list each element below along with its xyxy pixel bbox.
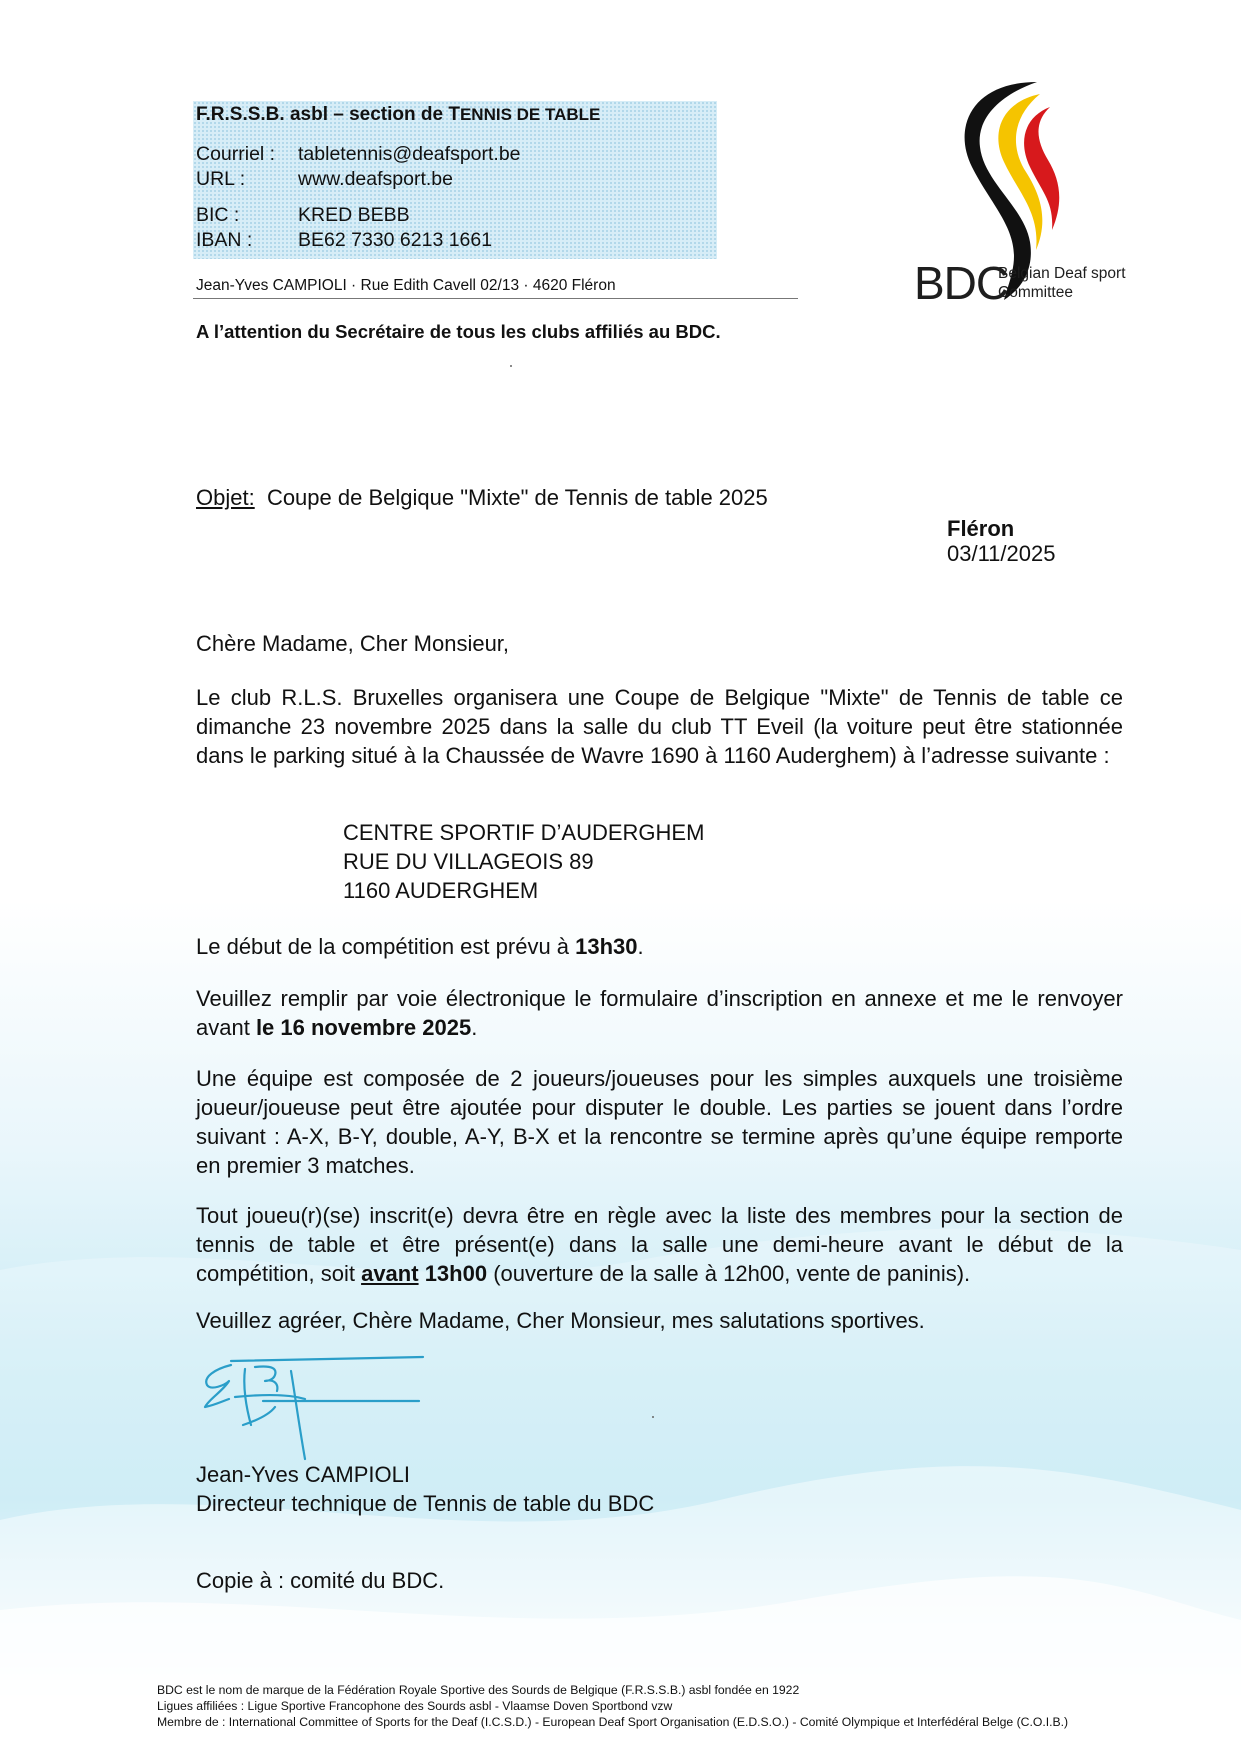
subject-text: Coupe de Belgique "Mixte" de Tennis de table 2025: [266, 485, 768, 510]
greeting: Chère Madame, Cher Monsieur,: [196, 631, 510, 656]
logo-text-line1: Belgian Deaf sport: [998, 265, 1126, 282]
signatory-name: Jean-Yves CAMPIOLI: [196, 1462, 410, 1487]
footer-line: Ligues affiliées : Ligue Sportive Francophone des Sourds asbl - Vlaamse Doven Sportbond vzw: [157, 1699, 673, 1713]
stray-dot: [510, 365, 512, 367]
signatory-title: Directeur technique de Tennis de table du BDC: [196, 1491, 655, 1516]
organization-title: F.R.S.S.B. asbl – section de TENNIS DE TABLE: [196, 104, 601, 125]
logo-acronym: BDC: [914, 257, 1009, 309]
team-paragraph: Une équipe est composée de 2 joueurs/joueuses pour les simples auxquels une troisième joueur/joueuse peut être ajoutée pour disputer le double. Les parties se jouent dans l’ordre suivant : A-X, B-Y, double, A-Y, B-X et la rencontre se termine après qu’une équipe remporte en premier 3 matches.: [196, 1066, 1123, 1178]
footer-line: Membre de : International Committee of Sports for the Deaf (I.C.S.D.) - European Deaf Sport Organisation (E.D.S.O.) - Comité Olympique et Interfédéral Belge (C.O.I.B.): [157, 1715, 1069, 1729]
url-label: URL :: [196, 168, 246, 190]
email-label: Courriel :: [196, 143, 276, 165]
letter-date: 03/11/2025: [947, 541, 1056, 566]
logo-text-line2: Committee: [998, 284, 1073, 301]
letter-place: Fléron: [947, 516, 1015, 541]
registration-paragraph: Veuillez remplir par voie électronique le formulaire d’inscription en annexe et me le renvoyer avant le 16 novembre 2025.: [196, 986, 1123, 1040]
iban-value: BE62 7330 6213 1661: [298, 229, 493, 251]
registration-deadline: le 16 novembre 2025: [255, 1015, 472, 1040]
arrival-time: 13h00: [424, 1261, 488, 1286]
venue-line: CENTRE SPORTIF D’AUDERGHEM: [343, 820, 705, 845]
header-divider: [193, 298, 798, 299]
email-link[interactable]: tabletennis@deafsport.be: [298, 143, 521, 165]
closing-paragraph: Veuillez agréer, Chère Madame, Cher Monsieur, mes salutations sportives.: [196, 1308, 925, 1333]
intro-paragraph: Le club R.L.S. Bruxelles organisera une Coupe de Belgique "Mixte" de Tennis de table ce dimanche 23 novembre 2025 dans la salle du club TT Eveil (la voiture peut être stationnée dans le parking situé à la Chaussée de Wavre 1690 à 1160 Auderghem) à l’adresse suivante :: [196, 685, 1123, 768]
attention-line: A l’attention du Secrétaire de tous les clubs affiliés au BDC.: [196, 321, 721, 342]
copy-line: Copie à : comité du BDC.: [196, 1568, 445, 1593]
venue-line: 1160 AUDERGHEM: [343, 878, 539, 903]
url-link[interactable]: www.deafsport.be: [298, 168, 454, 190]
rules-paragraph: Tout joueu(r)(se) inscrit(e) devra être en règle avec la liste des membres pour la section de tennis de table et être présent(e) dans la salle une demi-heure avant le début de la compétition, soit avant 13h00 (ouverture de la salle à 12h00, vente de paninis).: [196, 1203, 1123, 1286]
iban-label: IBAN :: [196, 229, 253, 251]
subject-line: [196, 485, 768, 511]
stray-dot: [652, 1416, 654, 1418]
subject-label: Objet:: [196, 485, 255, 510]
bic-label: BIC :: [196, 204, 240, 226]
start-time-paragraph: Le début de la compétition est prévu à 13h30.: [196, 934, 644, 959]
avant-emphasis: avant: [361, 1261, 419, 1286]
bic-value: KRED BEBB: [298, 204, 410, 226]
venue-line: RUE DU VILLAGEOIS 89: [343, 849, 594, 874]
start-time: 13h30: [575, 934, 638, 959]
footer-line: BDC est le nom de marque de la Fédération Royale Sportive des Sourds de Belgique (F.R.S.S.B.) asbl fondée en 1922: [157, 1683, 800, 1697]
sender-address: Jean-Yves CAMPIOLI · Rue Edith Cavell 02/13 · 4620 Fléron: [196, 277, 616, 294]
signature-image: [195, 1355, 425, 1463]
